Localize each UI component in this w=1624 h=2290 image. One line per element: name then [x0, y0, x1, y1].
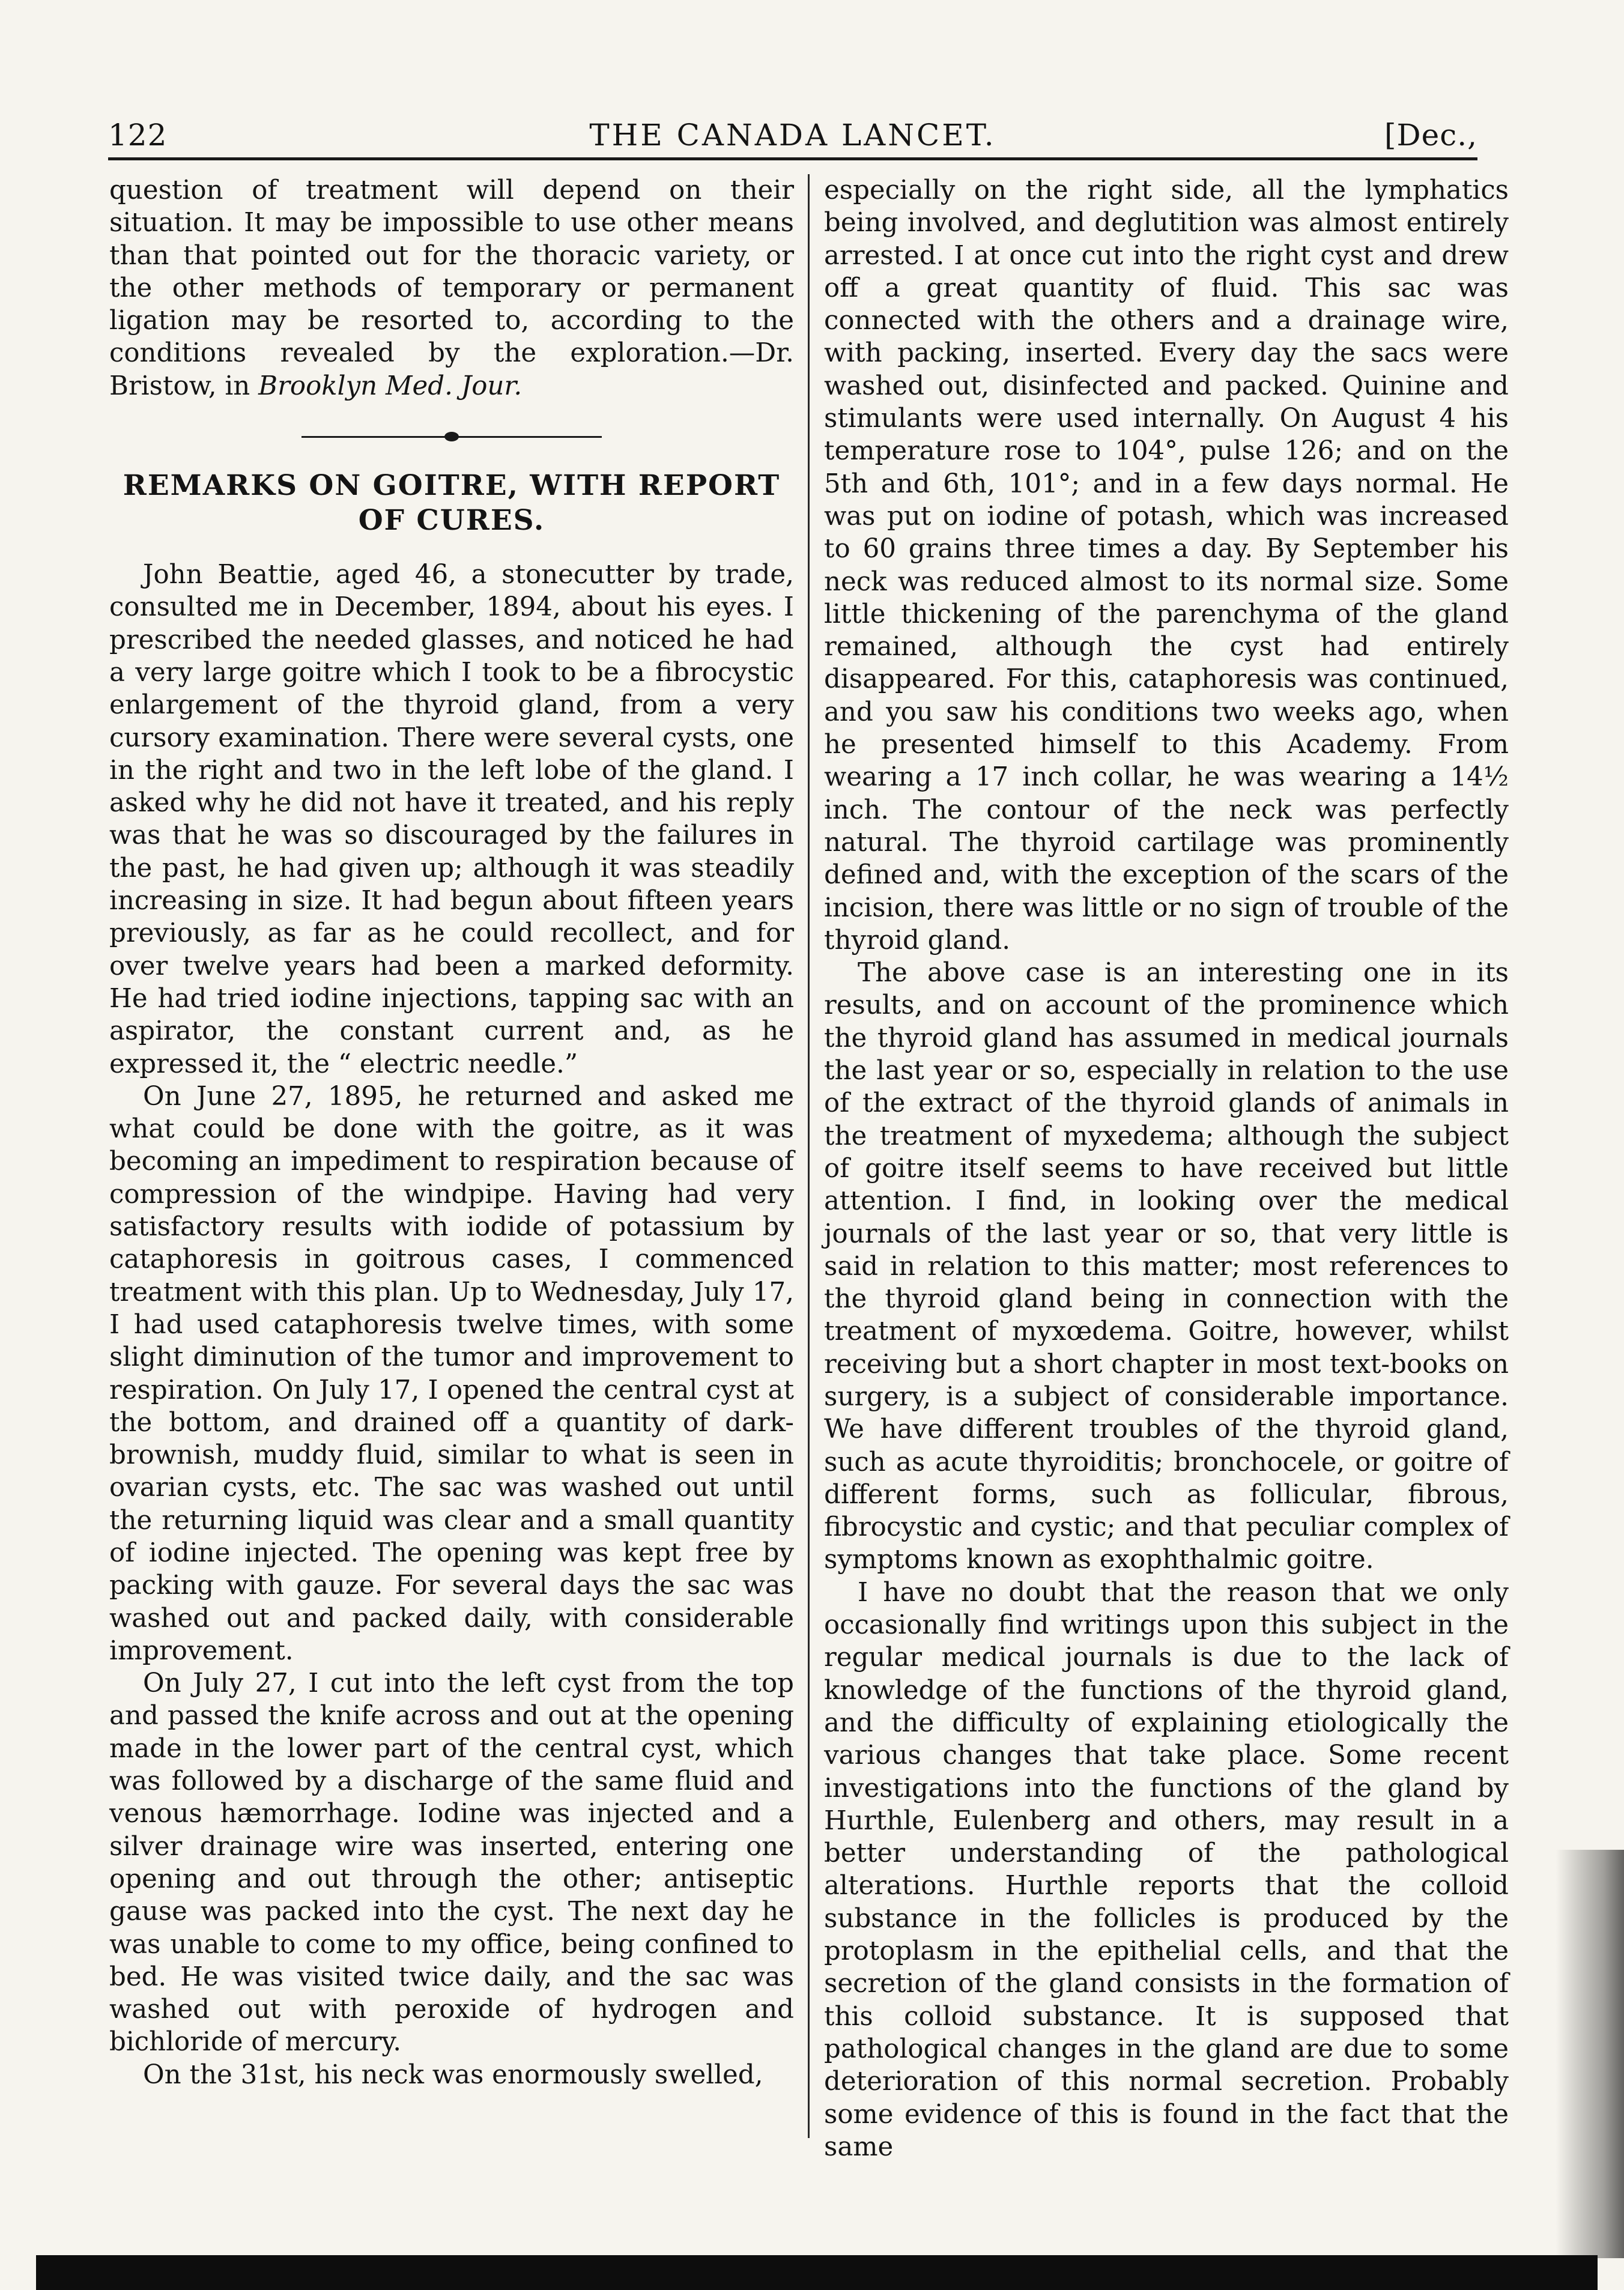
running-head: [108, 114, 1477, 156]
paragraph: especially on the right side, all the lymphatics being involved, and deglutition was almost entirely arrested. I at once cut into the right cyst and drew off a great quantity of fluid. This sac was connected with the others and a drainage wire, with packing, inserted. Every day the sacs were washed out, disinfected and packed. Quinine and stimulants were used internally. On August 4 his temperature rose to 104°, pulse 126; and on the 5th and 6th, 101°; and in a few days normal. He was put on iodine of potash, which was increased to 60 grains three times a day. By September his neck was reduced almost to its normal size. Some little thickening of the parenchyma of the gland remained, although the cyst had entirely disappeared. For this, cataphoresis was continued, and you saw his conditions two weeks ago, when he presented himself to this Academy. From wearing a 17 inch collar, he was wearing a 14½ inch. The contour of the neck was perfectly natural. The thyroid cartilage was prominently defined and, with the exception of the scars of the incision, there was little or no sign of trouble of the thyroid gland.: [824, 175, 1509, 956]
left-column: [109, 174, 794, 2091]
paragraph: I have no doubt that the reason that we only occasionally find writings upon this subject in the regular medical journals is due to the lack of knowledge of the functions of the thyroid gland, and the difficulty of explaining etiologically the various changes that take place. Some recent investigations into the functions of the gland by Hurthle, Eulenberg and others, may result in a better understanding of the pathological alterations. Hurthle reports that the colloid substance in the follicles is produced by the protoplasm in the epithelial cells, and that the secretion of the gland consists in the formation of this colloid substance. It is supposed that pathological changes in the gland are due to some deterioration of this normal secretion. Probably some evidence of this is found in the fact that the same: [824, 1577, 1509, 2162]
journal-title: THE CANADA LANCET.: [589, 118, 996, 153]
scan-bottom-edge: [36, 2255, 1598, 2290]
right-column: [824, 174, 1509, 2163]
paragraph: The above case is an interesting one in its results, and on account of the prominence which the thyroid gland has assumed in medical journals the last year or so, especially in relation to the use of the extract of the thyroid glands of animals in the treatment of myxedema; although the subject of goitre itself seems to have received but little attention. I find, in looking over the medical journals of the last year or so, that very little is said in relation to this matter; most references to the thyroid gland being in connection with the treatment of myxœdema. Goitre, however, whilst receiving but a short chapter in most text-books on surgery, is a subject of considerable importance. We have different troubles of the thyroid gland, such as acute thyroiditis; bronchocele, or goitre of different forms, such as follicular, fibrous, fibrocystic and cystic; and that peculiar complex of symptoms known as exophthalmic goitre.: [824, 958, 1509, 1575]
paragraph: On June 27, 1895, he returned and asked me what could be done with the goitre, as it was becoming an impediment to respiration because of compression of the windpipe. Having had very satisfactory results with iodide of potassium by cataphoresis in goitrous cases, I commenced treatment with this plan. Up to Wednesday, July 17, I had used cataphoresis twelve times, with some slight diminution of the tumor and improvement to respiration. On July 17, I opened the central cyst at the bottom, and drained off a quantity of dark-brownish, muddy fluid, similar to what is seen in ovarian cysts, etc. The sac was washed out until the returning liquid was clear and a small quantity of iodine injected. The opening was kept free by packing with gauze. For several days the sac was washed out and packed daily, with considerable improvement.: [109, 1081, 794, 1666]
paragraph: John Beattie, aged 46, a stonecutter by trade, consulted me in December, 1894, about his eyes. I prescribed the needed glasses, and noticed he had a very large goitre which I took to be a fibrocystic enlargement of the thyroid gland, from a very cursory examination. There were several cysts, one in the right and two in the left lobe of the gland. I asked why he did not have it treated, and his reply was that he was so discouraged by the failures in the past, he had given up; although it was steadily increasing in size. It had begun about fifteen years previously, as far as he could recollect, and for over twelve years had been a marked deformity. He had tried iodine injections, tapping sac with an aspirator, the constant current and, as he expressed it, the “ electric needle.”: [109, 560, 794, 1079]
column-divider: [808, 174, 810, 2138]
paragraph: On the 31st, his neck was enormously swelled,: [143, 2059, 763, 2090]
citation: Brooklyn Med. Jour.: [258, 371, 523, 401]
header-rule: [108, 157, 1477, 160]
article-title: REMARKS ON GOITRE, WITH REPORT OF CURES.: [123, 469, 781, 538]
page-number: 122: [108, 118, 168, 153]
paragraph: On July 27, I cut into the left cyst from the top and passed the knife across and out at the opening made in the lower part of the central cyst, which was followed by a discharge of the same fluid and venous hæmorrhage. Iodine was injected and a silver drainage wire was inserted, entering one opening and out through the other; antiseptic gause was packed into the cyst. The next day he was unable to come to my office, being confined to bed. He was visited twice daily, and the sac was washed out with peroxide of hydrogen and bichloride of mercury.: [109, 1668, 794, 2058]
continued-paragraph: [109, 174, 794, 402]
continued-text: question of treatment will depend on their situation. It may be impossible to use other means than that pointed out for the thoracic variety, or the other methods of temporary or permanent ligation may be resorted to, according to the conditions revealed by the exploration.—Dr. Bristow, in: [109, 175, 794, 401]
section-ornament: [301, 429, 602, 444]
ornament-dot: [444, 432, 459, 441]
issue-month: [Dec.,: [1384, 118, 1477, 153]
page-edge-shadow: [1556, 1850, 1624, 2258]
